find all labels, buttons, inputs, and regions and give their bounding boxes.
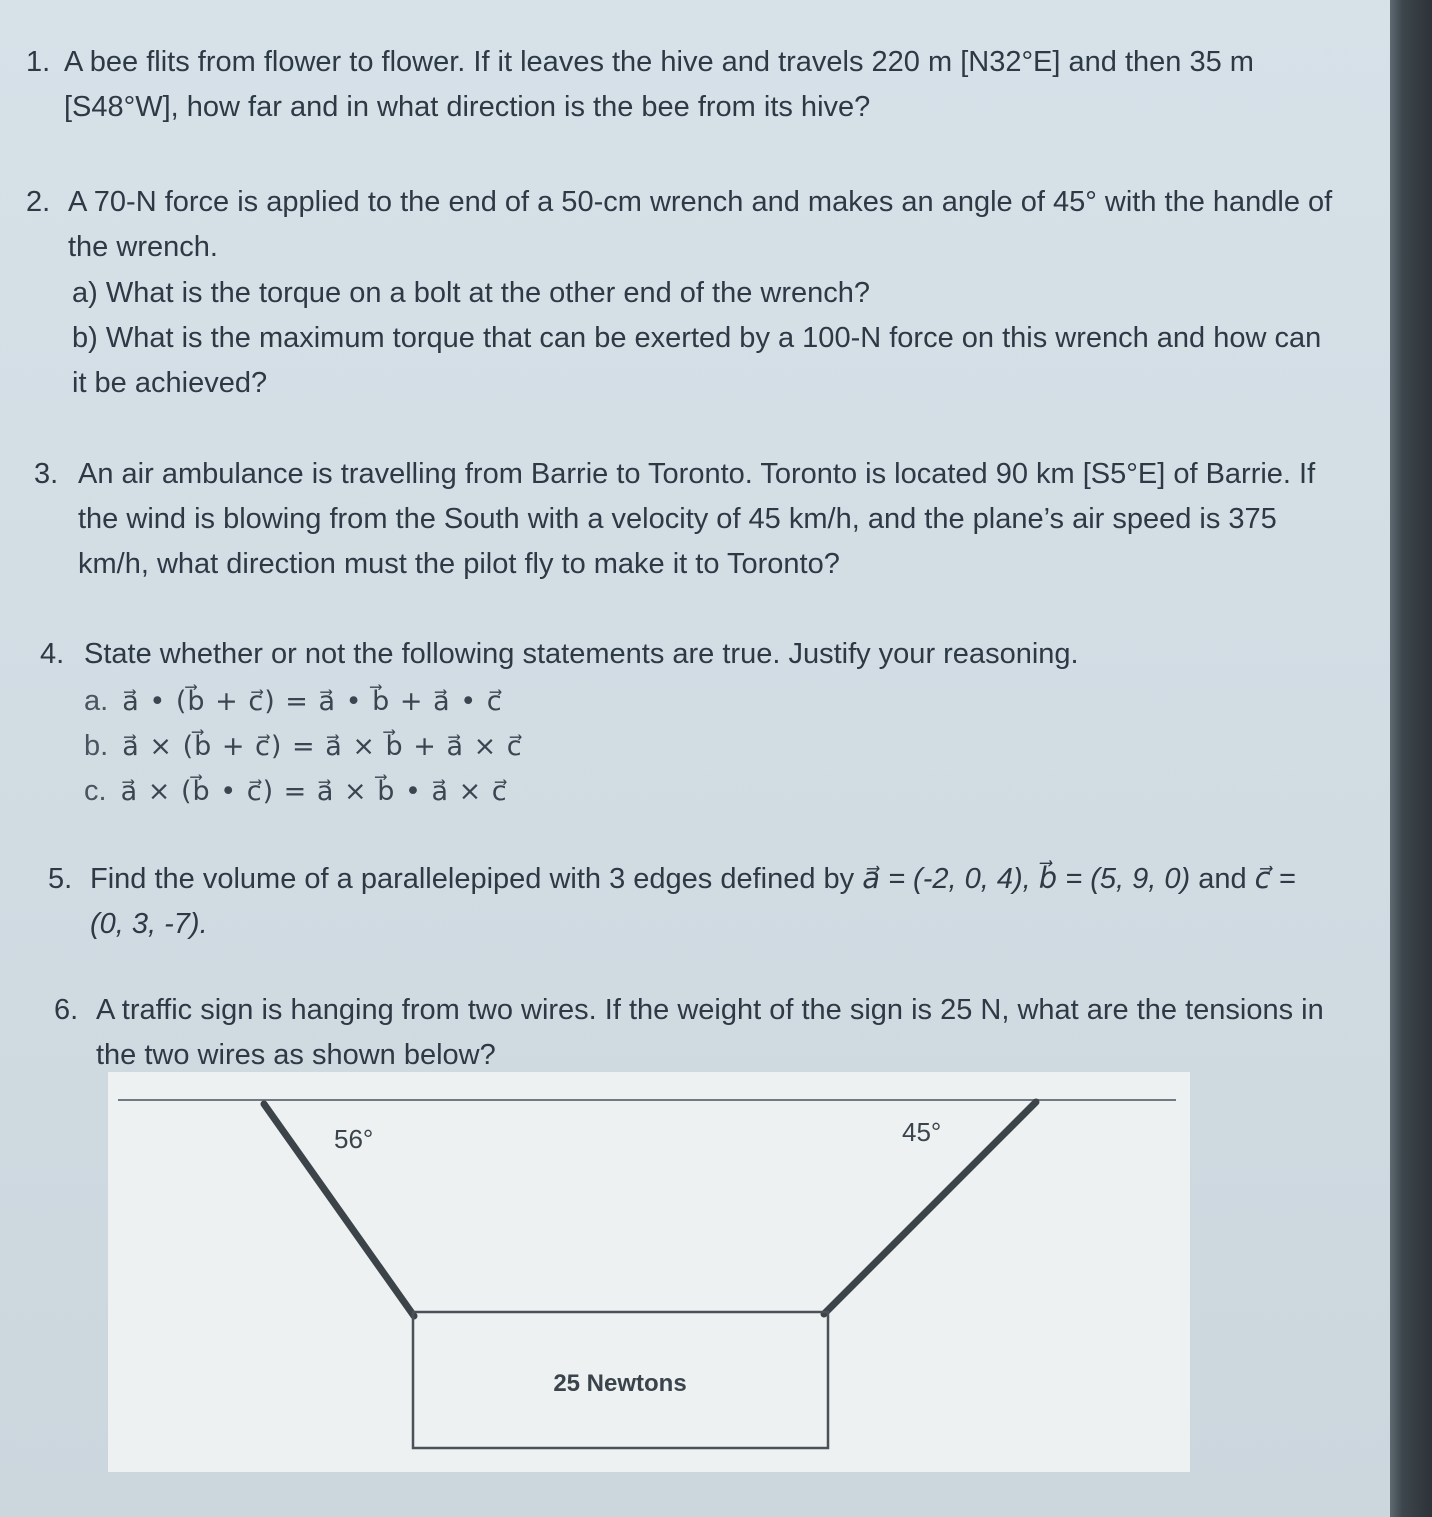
statement-expression: a⃗ × (b⃗ • c⃗) = a⃗ × b⃗ • a⃗ × c⃗ bbox=[120, 776, 508, 807]
question-5 bbox=[48, 857, 1368, 949]
question-text-line: [S48°W], how far and in what direction is the bee from its hive? bbox=[64, 91, 871, 123]
question-text-line: the wrench. bbox=[68, 231, 218, 263]
question-text-line: State whether or not the following statements are true. Justify your reasoning. bbox=[84, 638, 1079, 670]
question-text-line: A 70-N force is applied to the end of a 50-cm wrench and makes an angle of 45° with the handle of bbox=[68, 186, 1333, 218]
question-number: 5. bbox=[48, 863, 73, 895]
left-angle-label: 56° bbox=[334, 1124, 374, 1154]
question-text-line: the two wires as shown below? bbox=[96, 1039, 496, 1071]
question-2 bbox=[26, 180, 1366, 410]
question-3 bbox=[34, 452, 1374, 592]
vector-b-definition: b⃗ = (5, 9, 0) bbox=[1038, 863, 1191, 895]
question-number: 6. bbox=[54, 994, 79, 1026]
statement-a bbox=[84, 679, 1384, 724]
question-text-line: the wind is blowing from the South with a velocity of 45 km/h, and the plane’s air speed is 375 bbox=[78, 503, 1277, 535]
question-4 bbox=[40, 632, 1380, 822]
sub-question-b-continued: it be achieved? bbox=[72, 367, 268, 399]
statement-c bbox=[84, 769, 1384, 814]
question-number: 2. bbox=[26, 186, 51, 218]
vector-c-value: (0, 3, -7). bbox=[90, 908, 208, 940]
question-text-line bbox=[90, 857, 1360, 902]
question-6 bbox=[54, 988, 1374, 1080]
question-number: 3. bbox=[34, 458, 59, 490]
vector-c-definition: c⃗ = bbox=[1254, 863, 1296, 895]
right-angle-label: 45° bbox=[902, 1117, 942, 1147]
vector-a-definition: a⃗ = (-2, 0, 4), bbox=[862, 863, 1039, 895]
statement-expression: a⃗ • (b⃗ + c⃗) = a⃗ • b⃗ + a⃗ • c⃗ bbox=[122, 686, 503, 717]
question-text-line: A traffic sign is hanging from two wires. If the weight of the sign is 25 N, what are the tensions in bbox=[96, 994, 1324, 1026]
statement-label: b. bbox=[84, 730, 109, 762]
conjunction-text: and bbox=[1190, 863, 1255, 895]
traffic-sign-diagram bbox=[108, 1072, 1190, 1472]
statement-b bbox=[84, 724, 1384, 769]
statement-label: c. bbox=[84, 775, 107, 807]
question-text: Find the volume of a parallelepiped with 3 edges defined by bbox=[90, 863, 863, 895]
question-text-line: An air ambulance is travelling from Barrie to Toronto. Toronto is located 90 km [S5°E] of Barrie. If bbox=[78, 458, 1316, 490]
monitor-bezel bbox=[1390, 0, 1432, 1517]
question-text-line: km/h, what direction must the pilot fly to make it to Toronto? bbox=[78, 548, 840, 580]
sub-question-a: a) What is the torque on a bolt at the other end of the wrench? bbox=[72, 277, 870, 309]
sign-weight-label: 25 Newtons bbox=[553, 1370, 687, 1397]
traffic-sign-figure bbox=[108, 1072, 1190, 1472]
statement-expression: a⃗ × (b⃗ + c⃗) = a⃗ × b⃗ + a⃗ × c⃗ bbox=[122, 731, 523, 762]
question-1 bbox=[26, 40, 1366, 132]
sub-question-b: b) What is the maximum torque that can be exerted by a 100-N force on this wrench and how can bbox=[72, 322, 1322, 354]
question-text-line: A bee flits from flower to flower. If it leaves the hive and travels 220 m [N32°E] and then 35 m bbox=[64, 46, 1254, 78]
statement-label: a. bbox=[84, 685, 109, 717]
question-number: 1. bbox=[26, 46, 51, 78]
question-number: 4. bbox=[40, 638, 65, 670]
